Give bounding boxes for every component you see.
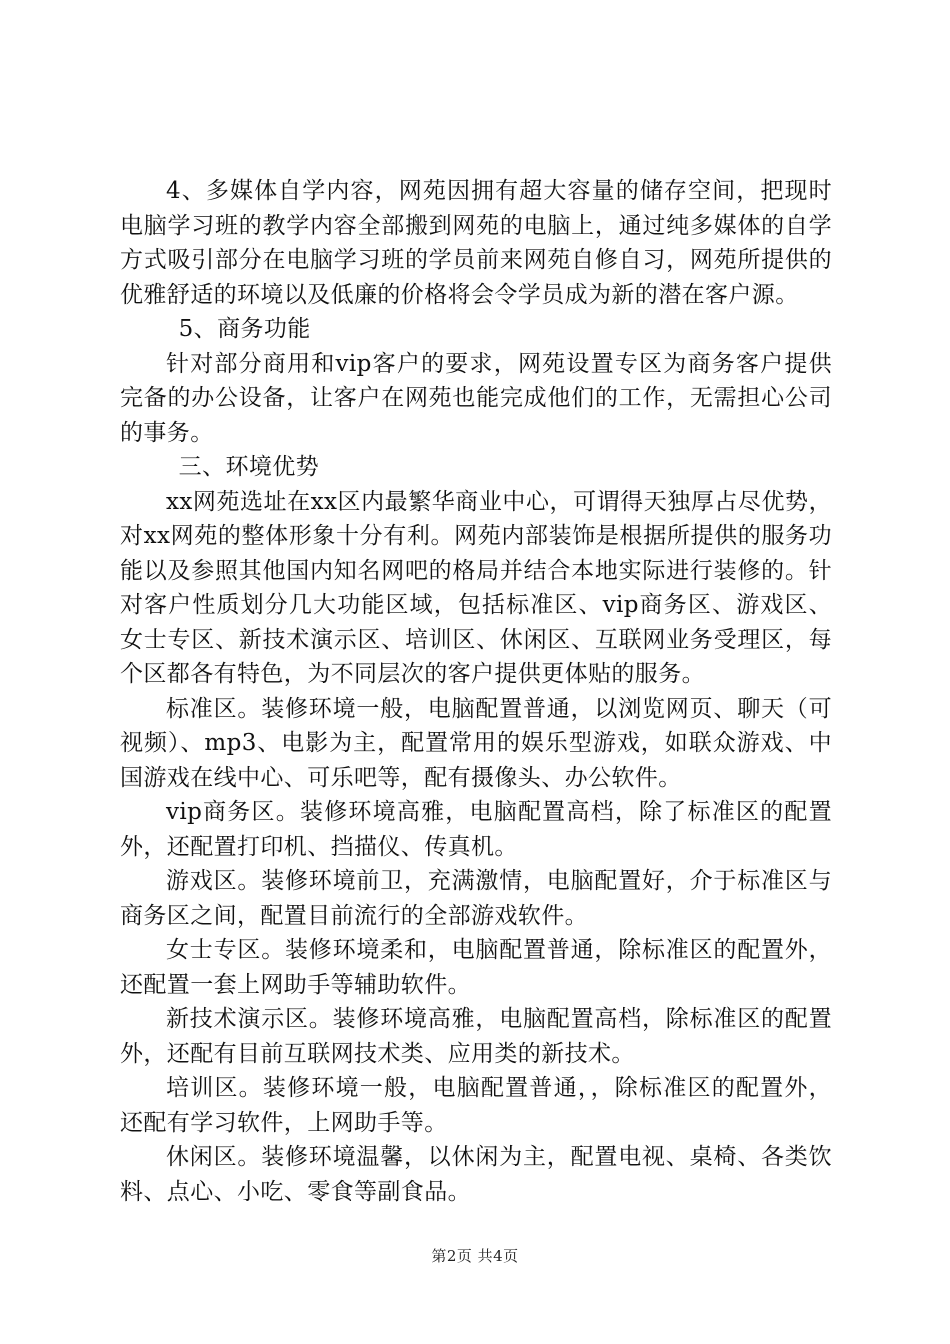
paragraph-business-zone: 针对部分商用和vip客户的要求，网苑设置专区为商务客户提供完备的办公设备，让客户在网苑也能完成他们的工作，无需担心公司的事务。 — [120, 350, 832, 446]
paragraph-multimedia-self-study: 4、多媒体自学内容，网苑因拥有超大容量的储存空间，把现时电脑学习班的教学内容全部搬到网苑的电脑上，通过纯多媒体的自学方式吸引部分在电脑学习班的学员前来网苑自修自习，网苑所提供的优雅舒适的环境以及低廉的价格将会令学员成为新的潜在客户源。 — [120, 178, 832, 308]
paragraph-standard-zone: 标准区。装修环境一般，电脑配置普通，以浏览网页、聊天（可视频）、mp3、电影为主，配置常用的娱乐型游戏，如联众游戏、中国游戏在线中心、可乐吧等，配有摄像头、办公软件。 — [120, 695, 832, 791]
paragraph-ladies-zone: 女士专区。装修环境柔和，电脑配置普通，除标准区的配置外，还配置一套上网助手等辅助软件。 — [120, 937, 832, 998]
paragraph-location: xx网苑选址在xx区内最繁华商业中心，可谓得天独厚占尽优势，对xx网苑的整体形象十分有利。网苑内部装饰是根据所提供的服务功能以及参照其他国内知名网吧的格局并结合本地实际进行装修的。针对客户性质划分几大功能区域，包括标准区、vip商务区、游戏区、女士专区、新技术演示区、培训区、休闲区、互联网业务受理区，每个区都各有特色，为不同层次的客户提供更体贴的服务。 — [120, 488, 832, 687]
heading-business-function: 5、商务功能 — [178, 316, 311, 342]
document-body — [120, 174, 832, 1209]
paragraph-game-zone: 游戏区。装修环境前卫，充满激情，电脑配置好，介于标准区与商务区之间，配置目前流行的全部游戏软件。 — [120, 868, 832, 929]
page-number-footer: 第2页 共4页 — [431, 1247, 519, 1265]
paragraph-leisure-zone: 休闲区。装修环境温馨，以休闲为主，配置电视、桌椅、各类饮料、点心、小吃、零食等副食品。 — [120, 1144, 832, 1205]
paragraph-new-tech-zone: 新技术演示区。装修环境高雅，电脑配置高档，除标准区的配置外，还配有目前互联网技术类、应用类的新技术。 — [120, 1006, 832, 1067]
heading-environment-advantage: 三、环境优势 — [178, 454, 320, 480]
paragraph-training-zone: 培训区。装修环境一般，电脑配置普通，，除标准区的配置外，还配有学习软件，上网助手等。 — [120, 1075, 832, 1136]
paragraph-vip-zone: vip商务区。装修环境高雅，电脑配置高档，除了标准区的配置外，还配置打印机、挡描仪、传真机。 — [120, 799, 832, 860]
